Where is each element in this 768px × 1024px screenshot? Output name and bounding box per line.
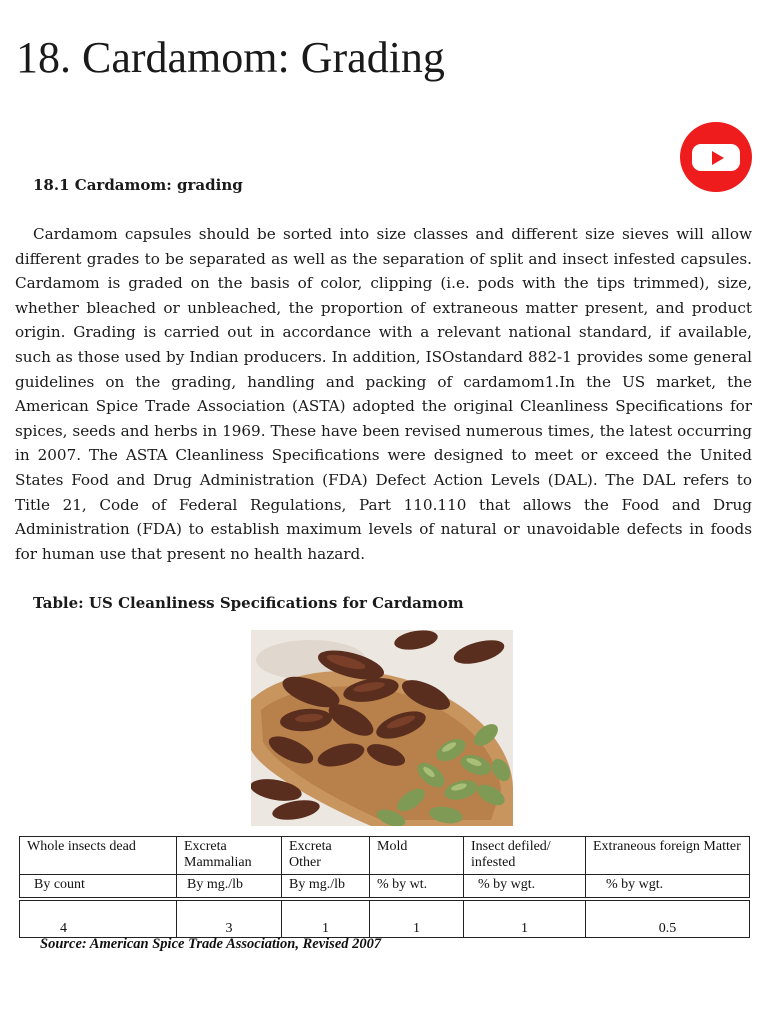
play-triangle-icon [712,151,724,165]
table-value-cell: 1 [464,901,586,938]
table-source-note: Source: American Spice Trade Association, Revised 2007 [40,936,382,952]
table-header-cell: Excreta Other [282,837,370,875]
table-unit-cell: By mg./lb [282,875,370,898]
table-value-row [20,901,750,938]
table-title: Table: US Cleanliness Specifications for Cardamom [33,594,464,612]
table-value-cell: 3 [177,901,282,938]
table-unit-row [20,875,750,898]
cardamom-photo [251,630,513,826]
body-paragraph: Cardamom capsules should be sorted into size classes and different size sieves will allow different grades to be separated as well as the separation of split and insect infested capsules. Cardamom is graded on the basis of color, clipping (i.e. pods with the tips trimmed), size, whether bleached or unbleached, the proportion of extraneous matter present, and product origin. Grading is carried out in accordance with a relevant national standard, if available, such as those used by Indian producers. In addition, ISOstandard 882-1 provides some general guidelines on the grading, handling and packing of cardamom1.In the US market, the American Spice Trade Association (ASTA) adopted the original Cleanliness Specifications for spices, seeds and herbs in 1969. These have been revised numerous times, the latest occurring in 2007. The ASTA Cleanliness Specifications were designed to meet or exceed the United States Food and Drug Administration (FDA) Defect Action Levels (DAL). The DAL refers to Title 21, Code of Federal Regulations, Part 110.110 that allows the Food and Drug Administration (FDA) to establish maximum levels of natural or unavoidable defects in foods for human use that present no health hazard. [15,225,752,563]
page-title: 18. Cardamom: Grading [16,33,445,82]
table-header-cell: Insect defiled/ infested [464,837,586,875]
section-heading: 18.1 Cardamom: grading [33,176,243,194]
table-value-cell: 0.5 [586,901,750,938]
table-unit-cell: % by wt. [370,875,464,898]
table-unit-cell: % by wgt. [464,875,586,898]
table-unit-cell: By mg./lb [177,875,282,898]
table-header-cell: Mold [370,837,464,875]
cleanliness-spec-table [19,836,750,938]
table-header-cell: Whole insects dead [20,837,177,875]
table-unit-cell: % by wgt. [586,875,750,898]
table-header-row [20,837,750,875]
youtube-play-inner [692,144,740,171]
table-header-cell: Extraneous foreign Matter [586,837,750,875]
table-value-cell: 1 [370,901,464,938]
youtube-play-icon[interactable] [680,122,752,192]
cardamom-illustration [251,630,513,826]
table-unit-cell: By count [20,875,177,898]
table-value-cell: 4 [20,901,177,938]
table-value-cell: 1 [282,901,370,938]
table-header-cell: Excreta Mammalian [177,837,282,875]
